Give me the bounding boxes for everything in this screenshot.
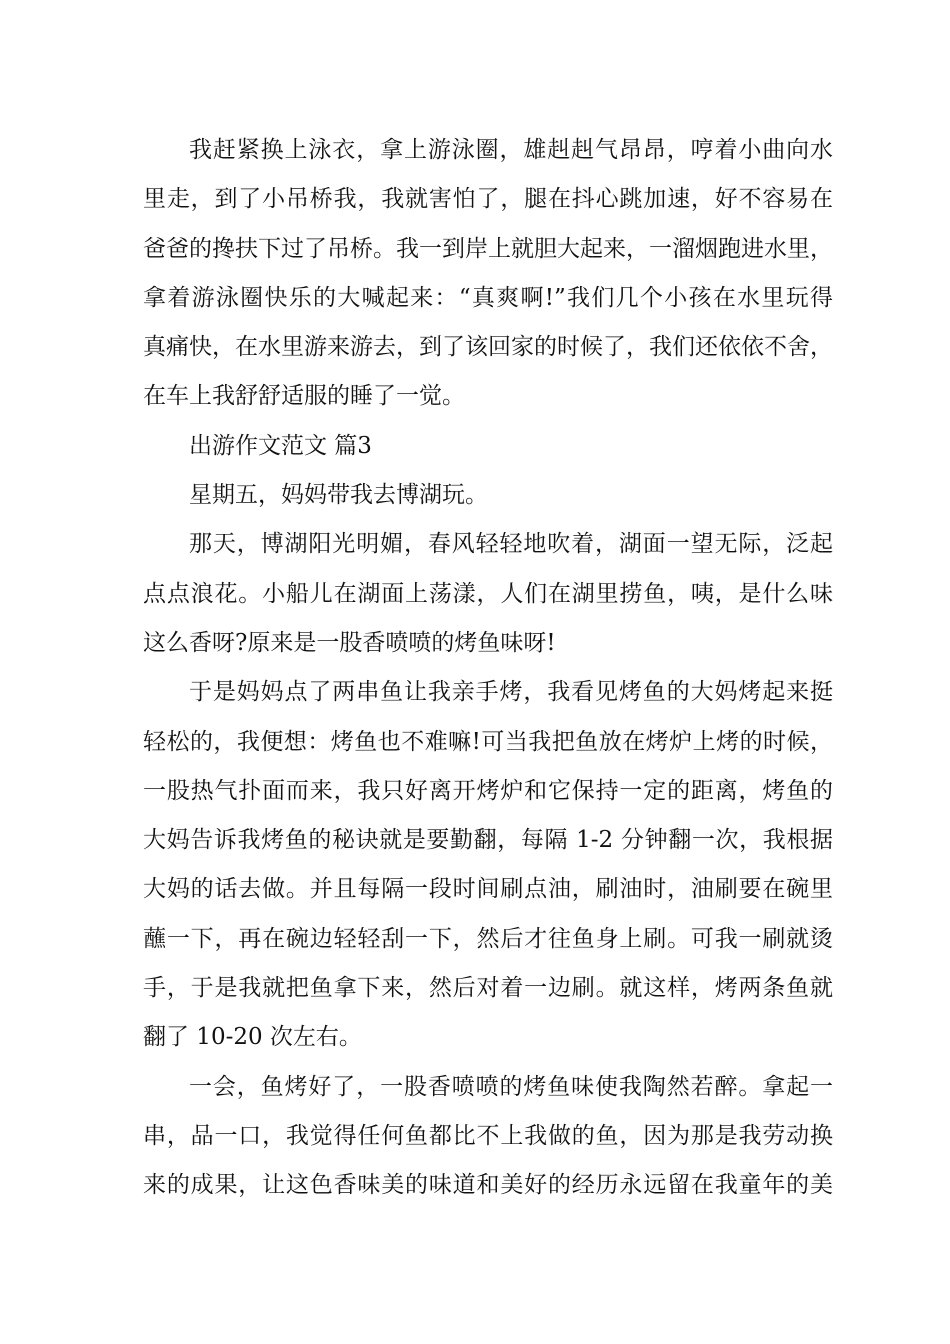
text-line: 星期五，妈妈带我去博湖玩。 xyxy=(189,482,488,509)
text-line: 翻了 10-20 次左右。 xyxy=(143,1024,362,1051)
text-line: 爸爸的搀扶下过了吊桥。我一到岸上就胆大起来，一溜烟跑进水里， xyxy=(143,235,833,262)
text-line: 来的成果，让这色香味美的味道和美好的经历永远留在我童年的美 xyxy=(143,1172,833,1199)
text-line: 真痛快，在水里游来游去，到了该回家的时候了，我们还依依不舍， xyxy=(143,334,833,361)
text-line: 我赶紧换上泳衣，拿上游泳圈，雄赳赳气昂昂，哼着小曲向水 xyxy=(189,137,833,163)
text-line: 里走，到了小吊桥我，我就害怕了，腿在抖心跳加速，好不容易在 xyxy=(143,186,833,213)
text-line: 大妈告诉我烤鱼的秘诀就是要勤翻，每隔 1-2 分钟翻一次，我根据 xyxy=(143,827,833,854)
text-line: 蘸一下，再在碗边轻轻刮一下，然后才往鱼身上刷。可我一刷就烫 xyxy=(143,925,833,952)
text-line: 点点浪花。小船儿在湖面上荡漾，人们在湖里捞鱼，咦，是什么味 xyxy=(143,580,833,607)
text-line: 在车上我舒舒适服的睡了一觉。 xyxy=(143,383,465,410)
text-line: 一会，鱼烤好了，一股香喷喷的烤鱼味使我陶然若醉。拿起一 xyxy=(189,1073,833,1100)
text-line: 串，品一口，我觉得任何鱼都比不上我做的鱼，因为那是我劳动换 xyxy=(143,1122,833,1149)
text-line: 于是妈妈点了两串鱼让我亲手烤，我看见烤鱼的大妈烤起来挺 xyxy=(189,679,833,706)
text-line: 手，于是我就把鱼拿下来，然后对着一边刷。就这样，烤两条鱼就 xyxy=(143,975,833,1002)
text-line: 那天，博湖阳光明媚，春风轻轻地吹着，湖面一望无际，泛起 xyxy=(189,531,833,558)
text-line: 拿着游泳圈快乐的大喊起来：“真爽啊!”我们几个小孩在水里玩得 xyxy=(143,284,833,311)
document-body xyxy=(143,126,833,1211)
section-heading: 出游作文范文 篇3 xyxy=(189,432,372,459)
text-line: 这么香呀?原来是一股香喷喷的烤鱼味呀! xyxy=(143,629,556,656)
text-line: 一股热气扑面而来，我只好离开烤炉和它保持一定的距离，烤鱼的 xyxy=(143,777,833,804)
text-line: 大妈的话去做。并且每隔一段时间刷点油，刷油时，油刷要在碗里 xyxy=(143,876,833,903)
text-line: 轻松的，我便想：烤鱼也不难嘛!可当我把鱼放在烤炉上烤的时候， xyxy=(143,728,833,755)
